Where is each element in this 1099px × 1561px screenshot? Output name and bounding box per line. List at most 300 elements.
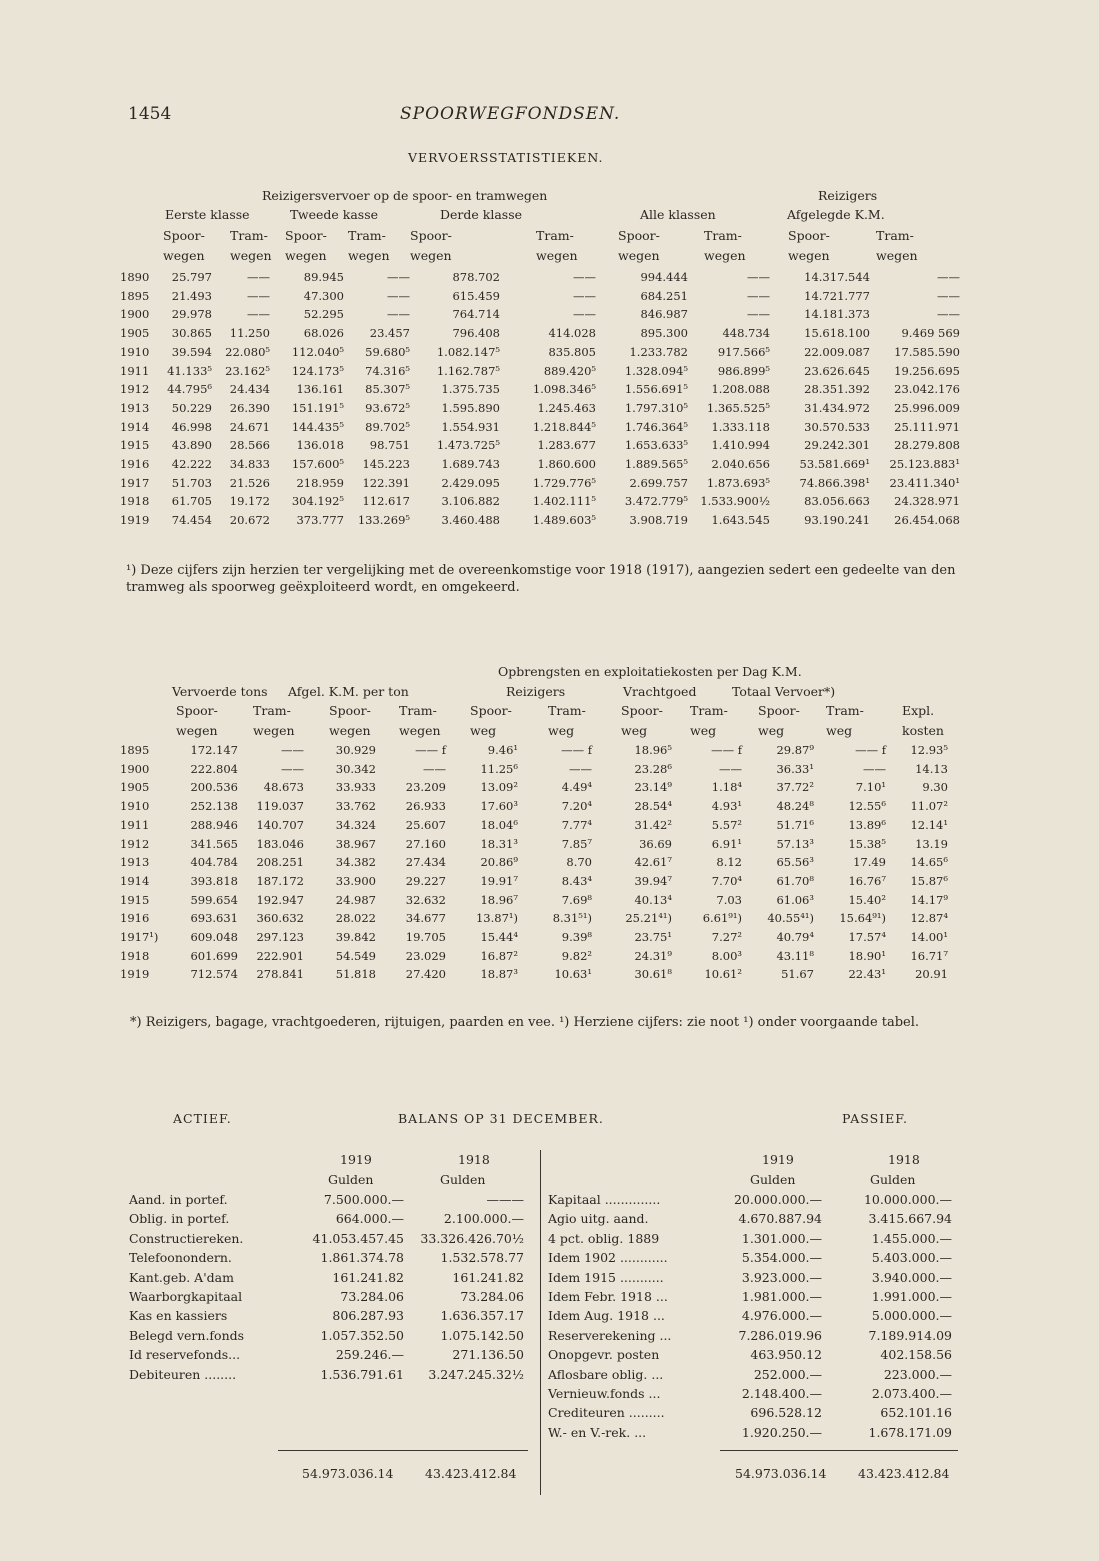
row-label: Idem Aug. 1918 ... (548, 1308, 665, 1324)
table-cell: 19.172 (229, 494, 270, 509)
table-cell: 15.64⁹¹) (839, 911, 886, 926)
table-cell: 23.626.645 (804, 363, 870, 378)
row-label: Kas en kassiers (129, 1308, 228, 1324)
table-cell: —— (937, 288, 960, 303)
table-cell: 21.493 (171, 288, 212, 303)
balance-row (545, 1248, 955, 1267)
table-cell: —— (573, 270, 596, 284)
table-cell: 29.242.301 (804, 438, 870, 453)
column-header: weg (826, 723, 853, 738)
table-cell: 14.721.777 (804, 288, 870, 303)
table-cell: 59.680⁵ (365, 344, 410, 359)
table-cell: 1.860.600 (537, 457, 596, 472)
table-cell: 994.444 (640, 270, 688, 284)
balance-row (126, 1268, 527, 1287)
table-cell: 764.714 (452, 307, 500, 322)
table-cell: 33.933 (335, 780, 376, 795)
table-cell: 3.940.000.— (871, 1269, 952, 1285)
table-row (118, 741, 950, 760)
table-cell: 7.10¹ (855, 780, 886, 795)
table-cell: 1.554.931 (441, 419, 500, 434)
balance-currency-header: Gulden (328, 1172, 374, 1187)
table-cell: 1.920.250.— (741, 1424, 822, 1440)
table-row (118, 492, 962, 511)
table-cell: 1.455.000.— (871, 1230, 952, 1246)
table-cell: 13.87¹) (475, 911, 518, 926)
table-cell: 41.053.457.45 (312, 1230, 404, 1246)
table-cell: 1.873.693⁵ (706, 475, 770, 490)
row-label: Vernieuw.fonds ... (548, 1386, 661, 1402)
table2-group-header: Totaal Vervoer*) (732, 684, 836, 699)
row-label: 1918 (120, 494, 150, 509)
table-cell: 1.889.565⁵ (624, 457, 688, 472)
table-cell: 5.57² (711, 817, 742, 832)
table-cell: 222.804 (190, 761, 238, 776)
table-cell: 601.699 (190, 948, 238, 963)
table-cell: 10.63¹ (554, 967, 592, 982)
row-label: Kapitaal .............. (548, 1192, 661, 1207)
table-cell: 8.43⁴ (561, 873, 592, 888)
row-label: 1912 (120, 836, 150, 851)
table-cell: 73.284.06 (460, 1289, 524, 1305)
table-cell: 986.899⁵ (717, 363, 770, 378)
table-cell: —— (387, 270, 410, 284)
table-cell: 259.246.— (335, 1347, 404, 1363)
table-cell: 187.172 (256, 873, 304, 888)
table-cell: 28.566 (229, 438, 270, 453)
table-cell: 16.71⁷ (910, 948, 948, 963)
table-row (118, 436, 962, 455)
table-cell: 664.000.— (335, 1211, 404, 1227)
balance-year-header: 1918 (458, 1152, 490, 1167)
balance-row (126, 1248, 527, 1267)
table-cell: 3.460.488 (441, 513, 500, 528)
table-cell: 3.472.779⁵ (624, 494, 688, 509)
table-cell: 1.981.000.— (741, 1289, 822, 1305)
table-cell: 1.746.364⁵ (624, 419, 688, 434)
passief-total-1918: 43.423.412.84 (858, 1466, 950, 1481)
column-header: Tram- (704, 228, 742, 243)
table-cell: 52.295 (303, 307, 344, 322)
table-cell: 271.136.50 (452, 1347, 524, 1363)
table-cell: 12.87⁴ (910, 911, 948, 926)
table-cell: 112.617 (362, 494, 410, 509)
row-label: 1915 (120, 438, 150, 453)
table-row (118, 891, 950, 910)
table-cell: 19.256.695 (894, 363, 960, 378)
table-cell: 12.55⁶ (848, 799, 886, 814)
table-cell: 133.269⁵ (357, 513, 410, 528)
column-header: weg (470, 723, 497, 738)
table-cell: 89.702⁵ (365, 419, 410, 434)
table-cell: 7.85⁷ (561, 836, 592, 851)
table-cell: 696.528.12 (750, 1405, 822, 1421)
table-cell: —— (937, 307, 960, 322)
table-cell: 23.209 (405, 780, 446, 795)
table1-class-header: Alle klassen (640, 207, 716, 222)
balance-actief-table (126, 1190, 527, 1384)
table-cell: 26.933 (405, 799, 446, 814)
transport-statistics-table (118, 268, 962, 530)
table-cell: 1.653.633⁵ (624, 438, 688, 453)
table-cell: 1.375.735 (441, 382, 500, 397)
table-cell: 40.55⁴¹) (767, 911, 814, 926)
table-cell: 7.03 (716, 892, 742, 907)
table-cell: 61.705 (171, 494, 212, 509)
table-cell: 39.594 (171, 344, 212, 359)
table-cell: 38.967 (335, 836, 376, 851)
page-title: SPOORWEGFONDSEN. (400, 104, 621, 124)
table-cell: 24.671 (229, 419, 270, 434)
table-cell: 22.080⁵ (225, 344, 270, 359)
table-cell: 1.797.310⁵ (624, 400, 688, 415)
table-cell: —— f (711, 743, 742, 757)
balance-row (545, 1268, 955, 1287)
table-row (118, 362, 962, 381)
table-cell: 1.075.142.50 (440, 1327, 524, 1343)
table-cell: 373.777 (296, 513, 344, 528)
table-cell: 18.87³ (480, 967, 518, 982)
table-cell: 29.87⁹ (776, 743, 814, 757)
table-cell: 39.94⁷ (634, 873, 672, 888)
row-label: 1917¹) (120, 930, 159, 945)
table-cell: 1.729.776⁵ (532, 475, 596, 490)
table-cell: 28.351.392 (804, 382, 870, 397)
table-cell: 145.223 (362, 457, 410, 472)
balance-row (545, 1326, 955, 1345)
table-cell: 1.532.578.77 (440, 1250, 524, 1266)
table-cell: 7.189.914.09 (868, 1327, 952, 1343)
table-cell: 68.026 (303, 326, 344, 341)
table-cell: —— f (561, 743, 592, 757)
table-cell: 9.82² (561, 948, 592, 963)
table-cell: 36.69 (639, 836, 672, 851)
table-cell: 43.11⁸ (776, 948, 814, 963)
table-cell: 23.14⁹ (634, 780, 672, 795)
table-cell: —— (281, 761, 304, 776)
table-cell: 24.434 (229, 382, 270, 397)
table-cell: 7.69⁸ (561, 892, 592, 907)
row-label: 1917 (120, 475, 150, 490)
table-cell: 1.098.346⁵ (532, 382, 596, 397)
table-cell: 278.841 (256, 967, 304, 982)
table1-reizigers-header: Reizigers (818, 188, 878, 203)
table-cell: 14.317.544 (804, 270, 870, 284)
table-cell: —— (573, 307, 596, 322)
table-cell: 8.12 (716, 855, 742, 870)
table-cell: 1.333.118 (711, 419, 770, 434)
table-row (118, 455, 962, 474)
table-cell: 39.842 (335, 930, 376, 945)
table-cell: 5.403.000.— (871, 1250, 952, 1266)
table-cell: 19.705 (405, 930, 446, 945)
table-cell: 20.000.000.— (733, 1192, 822, 1207)
table-cell: 34.677 (405, 911, 446, 926)
table-cell: 10.000.000.— (863, 1192, 952, 1207)
row-label: 1916 (120, 911, 150, 926)
table-cell: 42.61⁷ (634, 855, 672, 870)
table1-class-header: Afgelegde K.M. (787, 207, 885, 222)
table-cell: 32.632 (405, 892, 446, 907)
table-cell: 404.784 (190, 855, 238, 870)
table2-super-header: Opbrengsten en exploitatiekosten per Dag K.M. (498, 664, 802, 679)
table-cell: 192.947 (256, 892, 304, 907)
table-cell: 31.434.972 (804, 400, 870, 415)
column-header: wegen (788, 248, 830, 263)
table-cell: 140.707 (256, 817, 304, 832)
table-cell: 48.673 (263, 780, 304, 795)
row-label: 1910 (120, 799, 150, 814)
table-cell: 1.245.463 (537, 400, 596, 415)
table-cell: 28.279.808 (894, 438, 960, 453)
table-cell: 51.818 (335, 967, 376, 982)
table-cell: 17.49 (853, 855, 886, 870)
column-header: Tram- (348, 228, 386, 243)
table-row (118, 380, 962, 399)
table-cell: 12.14¹ (910, 817, 948, 832)
table1-class-header: Eerste klasse (165, 207, 250, 222)
row-label: 1913 (120, 855, 150, 870)
table-cell: 23.411.340¹ (889, 475, 960, 490)
table-cell: 30.342 (335, 761, 376, 776)
table-cell: 4.670.887.94 (738, 1211, 822, 1227)
column-header: wegen (329, 723, 371, 738)
table-cell: 51.71⁶ (776, 817, 814, 832)
table-cell: 22.009.087 (804, 344, 870, 359)
table-cell: 23.029 (405, 948, 446, 963)
column-header: wegen (230, 248, 272, 263)
table-cell: 15.38⁵ (848, 836, 886, 851)
column-header: Tram- (230, 228, 268, 243)
table-cell: 18.04⁶ (480, 817, 518, 832)
row-label: 1919 (120, 513, 150, 528)
table-cell: 19.91⁷ (480, 873, 518, 888)
actief-total-rule (278, 1450, 528, 1451)
row-label: 4 pct. oblig. 1889 (548, 1230, 660, 1246)
table-cell: 40.13⁴ (634, 892, 672, 907)
table-cell: —— (387, 288, 410, 303)
table-cell: 23.75¹ (634, 930, 672, 945)
table-cell: 1.536.791.61 (320, 1366, 404, 1382)
table-cell: 304.192⁵ (291, 494, 344, 509)
row-label: 1895 (120, 288, 150, 303)
balance-row (545, 1345, 955, 1364)
table-cell: 83.056.663 (804, 494, 870, 509)
table-cell: 18.96⁵ (634, 743, 672, 757)
table-cell: 9.46¹ (487, 743, 518, 757)
table-cell: 172.147 (190, 743, 238, 757)
table-cell: 14.13 (915, 761, 948, 776)
table-cell: 122.391 (362, 475, 410, 490)
column-header: Spoor- (410, 228, 452, 243)
table-cell: 878.702 (452, 270, 500, 284)
table-cell: 652.101.16 (880, 1405, 952, 1421)
table-cell: 85.307⁵ (365, 382, 410, 397)
table-cell: 218.959 (296, 475, 344, 490)
column-header: Spoor- (163, 228, 205, 243)
table-row (118, 965, 950, 984)
row-label: 1914 (120, 419, 150, 434)
table-cell: 223.000.— (883, 1366, 952, 1382)
table-cell: 14.65⁶ (910, 855, 948, 870)
passief-total-1919: 54.973.036.14 (735, 1466, 827, 1481)
row-label: Oblig. in portef. (129, 1211, 230, 1227)
table-cell: 1.301.000.— (741, 1230, 822, 1246)
column-header: Spoor- (758, 703, 800, 718)
balance-row (126, 1365, 527, 1384)
row-label: 1915 (120, 892, 150, 907)
table2-group-header: Afgel. K.M. per ton (288, 684, 409, 699)
table-cell: 74.866.398¹ (799, 475, 870, 490)
table2-footnote: *) Reizigers, bagage, vrachtgoederen, rijtuigen, paarden en vee. ¹) Herziene cijfers: zie noot ¹) onder voorgaande tabel. (130, 1015, 920, 1030)
table-cell: 29.227 (405, 873, 446, 888)
table-cell: 1.365.525⁵ (706, 400, 770, 415)
balance-currency-header: Gulden (870, 1172, 916, 1187)
table-cell: 806.287.93 (332, 1308, 404, 1324)
table-cell: 2.073.400.— (871, 1386, 952, 1402)
column-header: Tram- (690, 703, 728, 718)
table-row (118, 343, 962, 362)
table-cell: 8.00³ (711, 948, 742, 963)
table-cell: 25.797 (171, 270, 212, 284)
column-header: Tram- (548, 703, 586, 718)
column-header: wegen (704, 248, 746, 263)
table2-group-header: Vrachtgoed (623, 684, 697, 699)
table1-footnote: ¹) Deze cijfers zijn herzien ter vergelijking met de overeenkomstige voor 1918 (1917), aangezien sedert een gedeelte van den tramweg als spoorweg geëxploiteerd wordt, en omgekeerd. (126, 563, 956, 595)
table-row (118, 909, 950, 928)
table-cell: 1.233.782 (629, 344, 688, 359)
table-cell: 183.046 (256, 836, 304, 851)
table-row (118, 760, 950, 779)
row-label: Idem 1902 ............ (548, 1250, 668, 1266)
table-cell: —— (863, 761, 886, 776)
table-cell: 54.549 (335, 948, 376, 963)
column-header: Spoor- (621, 703, 663, 718)
table-cell: 33.326.426.70½ (420, 1230, 524, 1246)
column-header: wegen (876, 248, 918, 263)
table-cell: 360.632 (256, 911, 304, 926)
table1-class-header: Tweede kasse (290, 207, 379, 222)
table-row (118, 797, 950, 816)
table-cell: 31.42² (634, 817, 672, 832)
table-cell: 15.87⁶ (910, 873, 948, 888)
column-header: wegen (536, 248, 578, 263)
table-row (118, 287, 962, 306)
page-number: 1454 (128, 104, 172, 124)
table-row (118, 928, 950, 947)
table-cell: 26.390 (229, 400, 270, 415)
table-cell: 15.44⁴ (480, 930, 518, 945)
table-cell: 53.581.669¹ (799, 457, 870, 472)
table-cell: 51.67 (781, 967, 814, 982)
table-cell: 43.890 (171, 438, 212, 453)
column-header: Tram- (253, 703, 291, 718)
table-cell: 4.93¹ (711, 799, 742, 814)
balance-year-header: 1919 (762, 1152, 794, 1167)
table-cell: —— (387, 307, 410, 322)
table-cell: 46.998 (171, 419, 212, 434)
table-cell: 15.40² (848, 892, 886, 907)
row-label: Telefoonondern. (129, 1250, 232, 1266)
balance-row (126, 1229, 527, 1248)
table-cell: 6.91¹ (711, 836, 742, 851)
column-header: wegen (176, 723, 218, 738)
table-cell: —— (747, 307, 770, 322)
table-cell: 1.208.088 (711, 382, 770, 397)
table-row (118, 418, 962, 437)
table-cell: 393.818 (190, 873, 238, 888)
row-label: Belegd vern.fonds (129, 1327, 245, 1343)
table-row (118, 778, 950, 797)
table-cell: 288.946 (190, 817, 238, 832)
table-cell: —— (937, 270, 960, 284)
table-cell: 11.250 (229, 326, 270, 341)
table-cell: 615.459 (452, 288, 500, 303)
table-cell: 2.148.400.— (741, 1386, 822, 1402)
table2-group-header: Vervoerde tons (172, 684, 268, 699)
table-cell: 41.133⁵ (167, 363, 212, 378)
table-cell: 1.162.787⁵ (436, 363, 500, 378)
table-cell: 25.996.009 (894, 400, 960, 415)
revenue-costs-table (118, 741, 950, 984)
row-label: 1895 (120, 743, 150, 757)
balance-row (126, 1345, 527, 1364)
table-cell: 1.489.603⁵ (532, 513, 596, 528)
balance-title: BALANS OP 31 DECEMBER. (398, 1111, 604, 1126)
balance-actief-title: ACTIEF. (173, 1111, 232, 1126)
table-cell: ——— (486, 1192, 524, 1207)
table-cell: 9.30 (922, 780, 948, 795)
table-cell: 27.420 (405, 967, 446, 982)
balance-row (126, 1190, 527, 1209)
table-cell: 1.057.352.50 (320, 1327, 404, 1343)
table-cell: 151.191⁵ (291, 400, 344, 415)
table-cell: 20.672 (229, 513, 270, 528)
table-cell: 25.21⁴¹) (625, 911, 672, 926)
table-cell: 1.473.725⁵ (436, 438, 500, 453)
table-cell: 16.76⁷ (848, 873, 886, 888)
table-cell: 30.865 (171, 326, 212, 341)
section-title: VERVOERSSTATISTIEKEN. (408, 150, 604, 165)
table-cell: —— (573, 288, 596, 303)
table-cell: 14.17⁹ (910, 892, 948, 907)
table-cell: 297.123 (256, 930, 304, 945)
table-cell: 11.07² (910, 799, 948, 814)
row-label: 1905 (120, 780, 150, 795)
table-cell: 252.138 (190, 799, 238, 814)
table-cell: 27.434 (405, 855, 446, 870)
row-label: Idem 1915 ........... (548, 1269, 664, 1285)
table-cell: 8.31⁵¹) (552, 911, 592, 926)
row-label: Aflosbare oblig. ... (548, 1366, 664, 1382)
table-cell: 157.600⁵ (291, 457, 344, 472)
column-header: weg (690, 723, 717, 738)
row-label: 1910 (120, 344, 150, 359)
table-cell: 30.570.533 (804, 419, 870, 434)
actief-total-1918: 43.423.412.84 (425, 1466, 517, 1481)
table-cell: 7.27² (711, 930, 742, 945)
table-cell: 13.89⁶ (848, 817, 886, 832)
table-cell: 6.61⁹¹) (702, 911, 742, 926)
column-header: Spoor- (470, 703, 512, 718)
table-cell: 40.79⁴ (776, 930, 814, 945)
table-cell: 14.00¹ (910, 930, 948, 945)
table-row (118, 511, 962, 530)
balance-currency-header: Gulden (440, 1172, 486, 1187)
table-cell: 1.678.171.09 (868, 1424, 952, 1440)
table-cell: 5.354.000.— (741, 1250, 822, 1266)
table-cell: 3.106.882 (441, 494, 500, 509)
